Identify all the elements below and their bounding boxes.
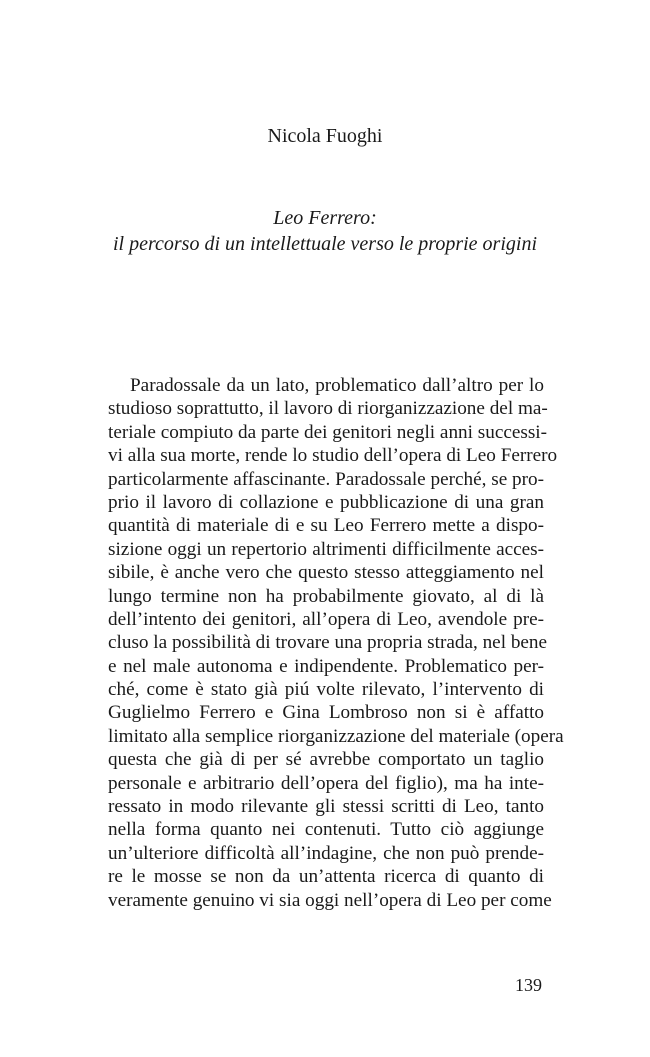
- text-line: personale e arbitrario dell’opera del figlio), ma ha inte-: [108, 772, 544, 794]
- text-line: lungo termine non ha probabilmente giovato, al di là: [108, 585, 544, 607]
- page-number: 139: [515, 975, 542, 995]
- text-line: veramente genuino vi sia oggi nell’opera di Leo per come: [108, 889, 552, 911]
- title-line-2: il percorso di un intellettuale verso le proprie origini: [112, 233, 538, 255]
- article-title: [60, 205, 590, 257]
- text-line: sibile, è anche vero che questo stesso atteggiamento nel: [108, 562, 544, 584]
- text-line: sizione oggi un repertorio altrimenti difficilmente acces-: [108, 538, 544, 560]
- text-line: prio il lavoro di collazione e pubblicazione di una gran: [108, 491, 544, 513]
- text-line: vi alla sua morte, rende lo studio dell’opera di Leo Ferrero: [108, 445, 558, 467]
- text-line: nella forma quanto nei contenuti. Tutto ciò aggiunge: [108, 819, 544, 841]
- text-line: ché, come è stato già piú volte rilevato, l’intervento di: [108, 679, 544, 701]
- text-line: re le mosse se non da un’attenta ricerca di quanto di: [108, 866, 544, 888]
- text-line: dell’intento dei genitori, all’opera di Leo, avendole pre-: [108, 608, 544, 630]
- text-line: cluso la possibilità di trovare una propria strada, nel bene: [108, 632, 548, 654]
- text-line: ressato in modo rilevante gli stessi scritti di Leo, tanto: [108, 796, 544, 818]
- author-name: Nicola Fuoghi: [267, 125, 383, 147]
- text-line: quantità di materiale di e su Leo Ferrero mette a dispo-: [108, 515, 544, 537]
- text-line: questa che già di per sé avrebbe comportato un taglio: [108, 749, 544, 771]
- text-line: particolarmente affascinante. Paradossale perché, se pro-: [108, 468, 544, 490]
- text-line: limitato alla semplice riorganizzazione del materiale (opera: [108, 725, 564, 747]
- text-line: studioso soprattutto, il lavoro di riorganizzazione del ma-: [108, 398, 548, 420]
- text-line: Paradossale da un lato, problematico dall’altro per lo: [130, 375, 544, 396]
- body-paragraph: [108, 374, 564, 912]
- text-line: teriale compiuto da parte dei genitori negli anni successi-: [108, 421, 548, 443]
- title-line-1: Leo Ferrero:: [273, 207, 377, 229]
- text-line: un’ulteriore difficoltà all’indagine, che non può prende-: [108, 842, 544, 864]
- text-line: e nel male autonoma e indipendente. Problematico per-: [108, 655, 544, 677]
- text-line: Guglielmo Ferrero e Gina Lombroso non si è affatto: [108, 702, 544, 724]
